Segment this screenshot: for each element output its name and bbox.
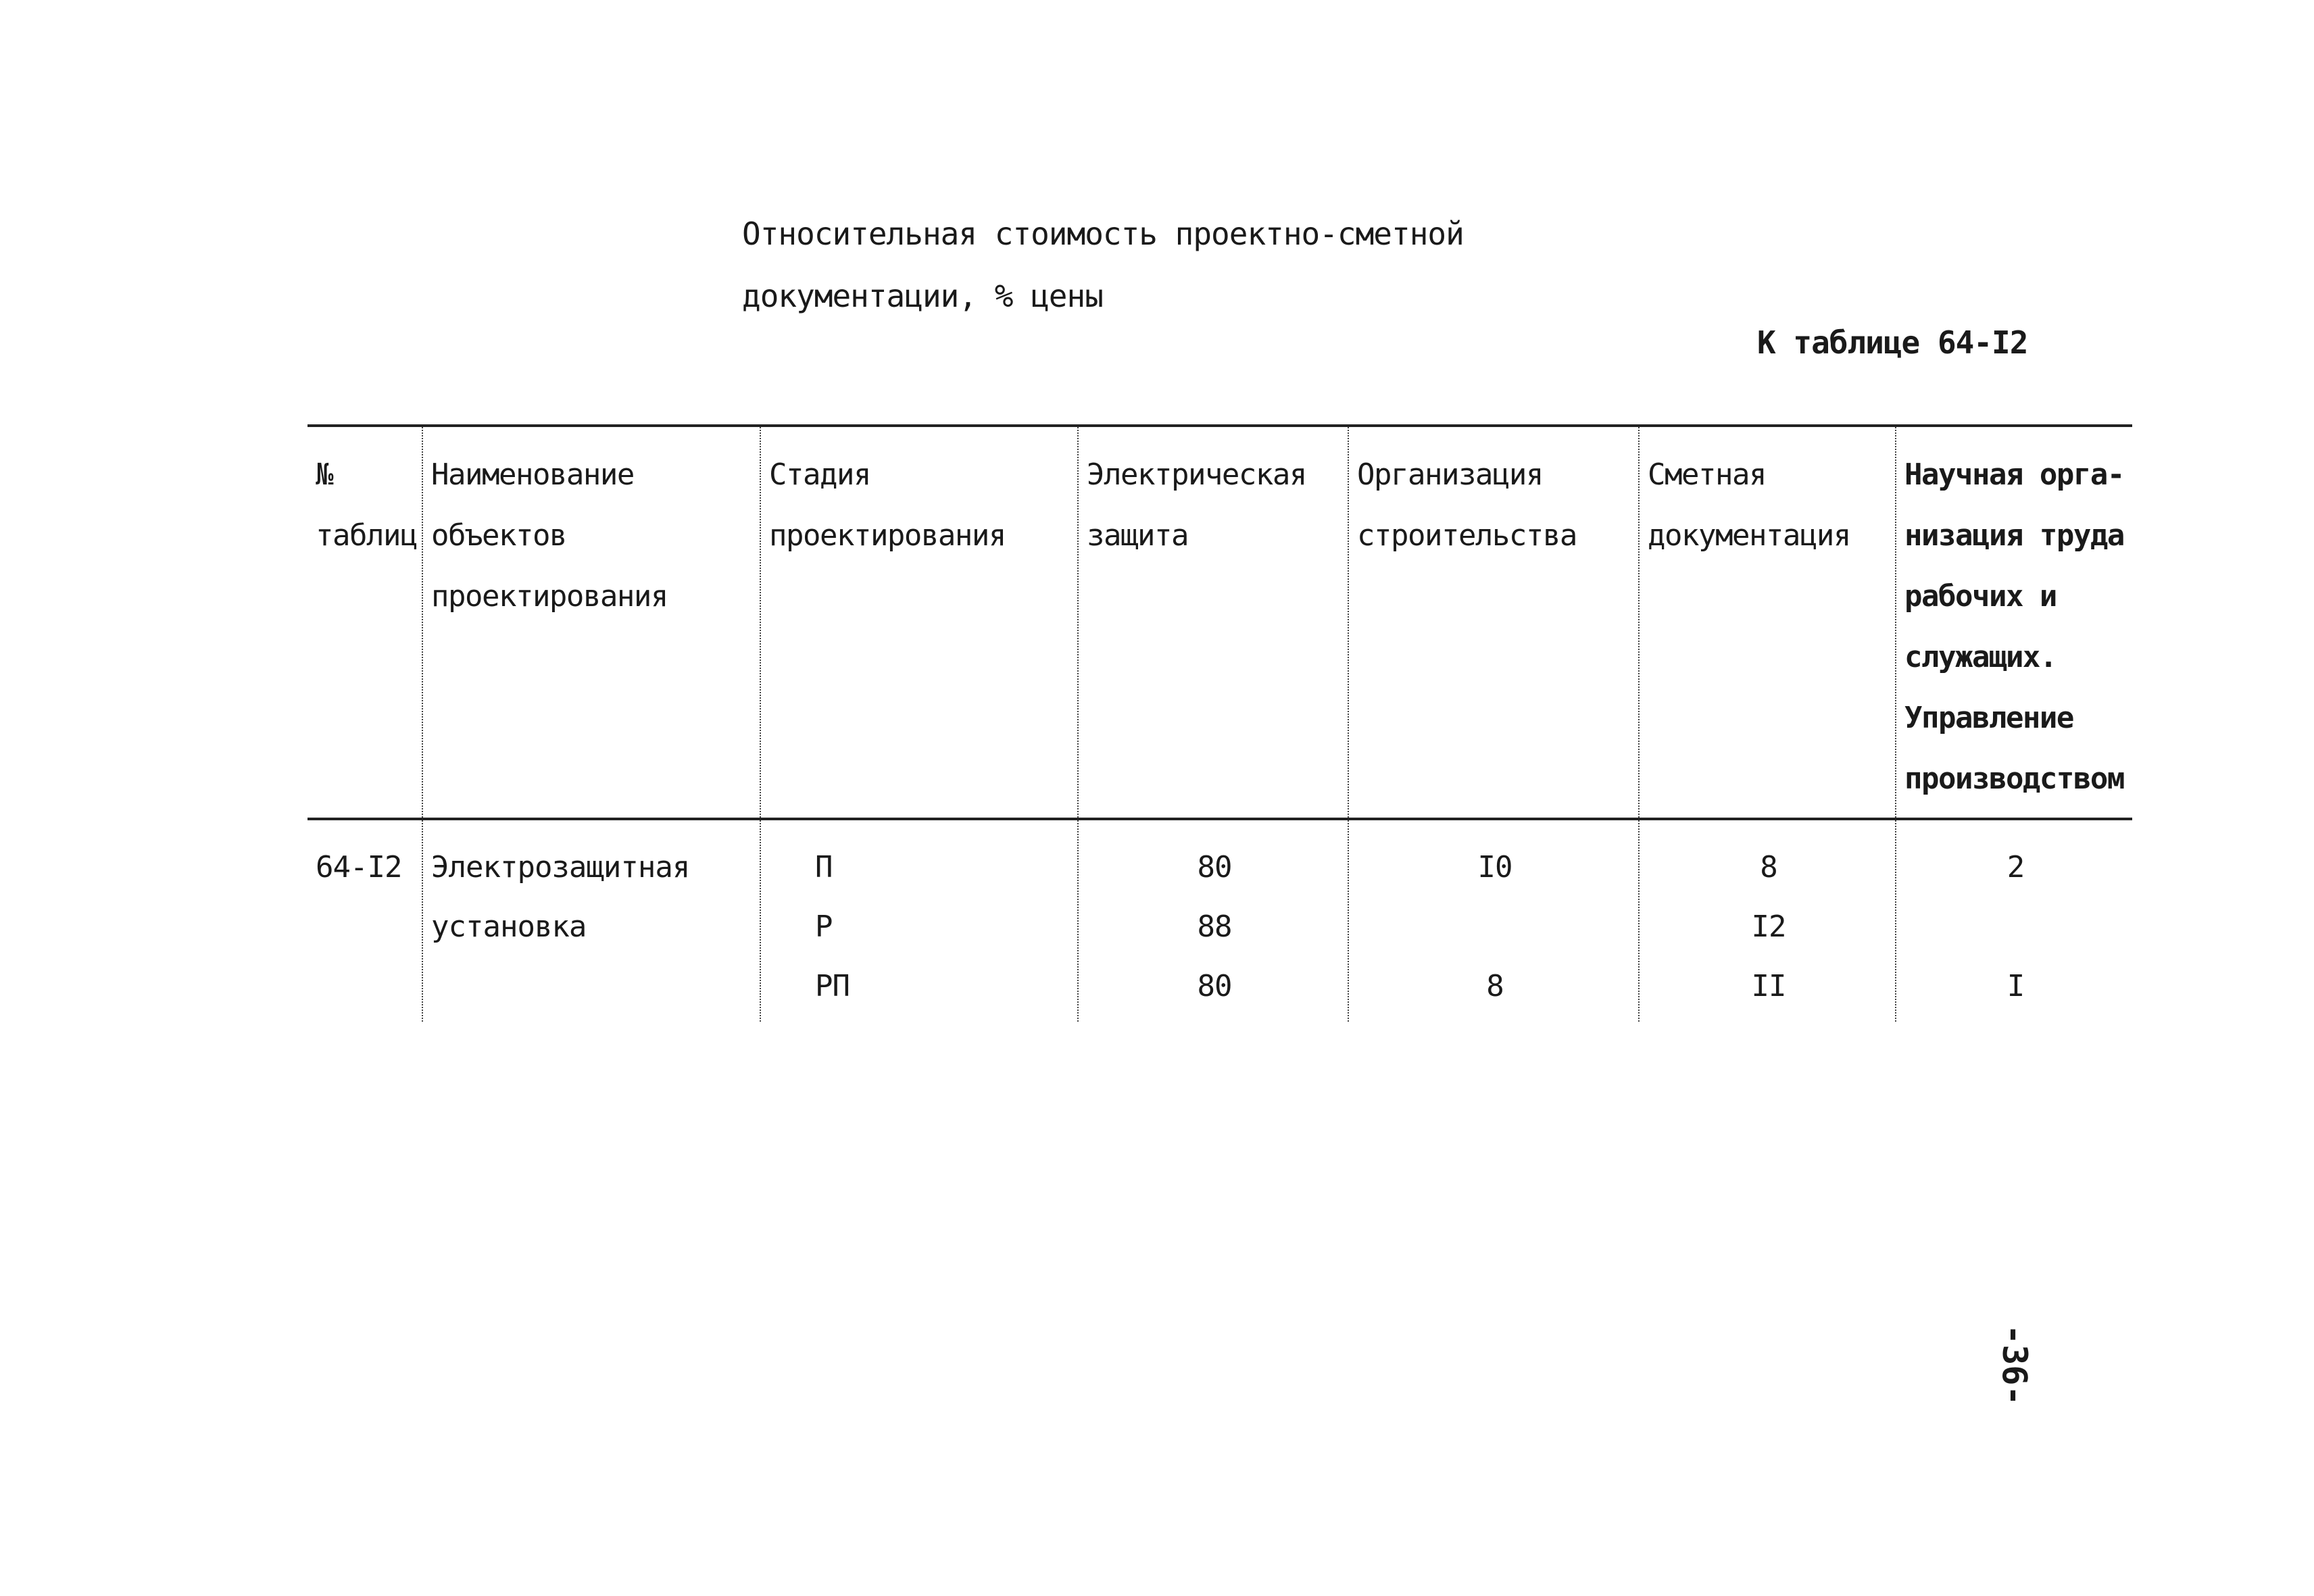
scientific-value: I <box>2007 969 2025 1003</box>
stage-value: П <box>815 850 833 884</box>
object-name-line-1: Электрозащитная <box>431 850 690 884</box>
header-object-name: Наименование объектов проектирования <box>422 426 760 819</box>
header-scientific-organization: Научная орга- низация труда рабочих и служащих. Управление производством <box>1896 426 2132 819</box>
title-line-2: документации, % цены <box>742 278 1103 314</box>
table-reference: К таблице 64-I2 <box>1757 324 2028 361</box>
scientific-value: 2 <box>2007 850 2025 884</box>
cost-table-container <box>307 424 2132 1022</box>
estimate-value: 8 <box>1760 850 1777 884</box>
object-name-line-2: установка <box>431 909 587 944</box>
cell-construction-organization <box>1348 819 1639 1022</box>
scientific-value <box>1904 897 2127 957</box>
header-estimate-documentation: Сметная документация <box>1639 426 1896 819</box>
organization-value <box>1357 897 1633 957</box>
electrical-value: 88 <box>1197 909 1232 944</box>
table-no-value: 64-I2 <box>316 850 402 884</box>
table-header-row <box>307 426 2132 819</box>
estimate-value: II <box>1751 969 1786 1003</box>
estimate-value: I2 <box>1751 909 1786 944</box>
organization-value: 8 <box>1486 969 1504 1003</box>
page-number: -36- <box>1995 1324 2034 1406</box>
title-line-1: Относительная стоимость проектно-сметной <box>742 216 1464 252</box>
organization-value: I0 <box>1477 850 1512 884</box>
header-electrical-protection: Электрическая защита <box>1078 426 1348 819</box>
cell-scientific-organization <box>1896 819 2132 1022</box>
table-row <box>307 819 2132 1022</box>
header-design-stage: Стадия проектирования <box>760 426 1078 819</box>
cell-design-stage <box>760 819 1078 1022</box>
document-title <box>742 203 1464 327</box>
stage-value: Р <box>815 909 833 944</box>
header-construction-organization: Организация строительства <box>1348 426 1639 819</box>
cost-table <box>307 424 2132 1022</box>
electrical-value: 80 <box>1197 969 1232 1003</box>
header-table-no: № таблиц <box>316 457 417 553</box>
cell-estimate-documentation <box>1639 819 1896 1022</box>
cell-table-no <box>307 819 422 1022</box>
cell-object-name <box>422 819 760 1022</box>
cell-electrical-protection <box>1078 819 1348 1022</box>
electrical-value: 80 <box>1197 850 1232 884</box>
stage-value: РП <box>815 969 850 1003</box>
